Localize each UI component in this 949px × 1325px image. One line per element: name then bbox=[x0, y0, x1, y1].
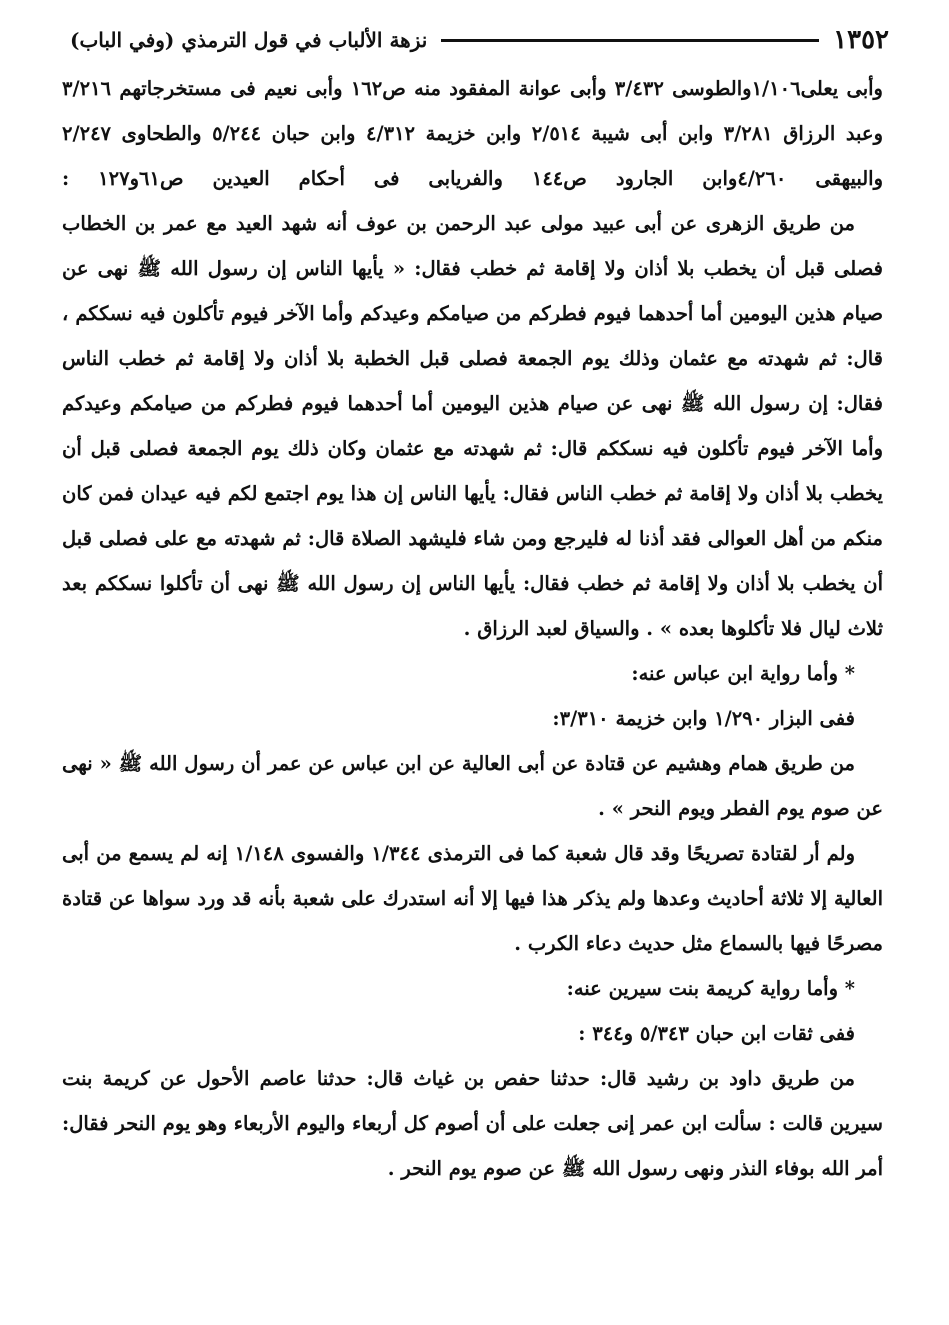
header-rule bbox=[441, 39, 819, 42]
hadith-paragraph: من طريق همام وهشيم عن قتادة عن أبى العالية عن ابن عباس عن عمر أن رسول الله ﷺ « نهى عن صوم يوم الفطر ويوم النحر » . bbox=[62, 752, 883, 820]
page-body bbox=[62, 66, 883, 1191]
commentary-paragraph: ولم أر لقتادة تصريحًا وقد قال شعبة كما فى الترمذى ١/٣٤٤ والفسوى ١/١٤٨ إنه لم يسمع من أبى العالية إلا ثلاثة أحاديث وعدها ولم يذكر هذا فيها إلا أنه استدرك على شعبة بأنه قد ورد سواها عن قتادة مصرحًا فيها بالسماع مثل حديث دعاء الكرب . bbox=[62, 842, 883, 955]
section-heading: * وأما رواية ابن عباس عنه: bbox=[631, 662, 855, 685]
section-heading: * وأما رواية كريمة بنت سيرين عنه: bbox=[566, 977, 855, 1000]
hadith-paragraph: من طريق الزهرى عن أبى عبيد مولى عبد الرحمن بن عوف أنه شهد العيد مع عمر بن الخطاب فصلى قبل أن يخطب بلا أذان ولا إقامة ثم خطب فقال: « يأيها الناس إن رسول الله ﷺ نهى عن صيام هذين اليومين أما أحدهما فيوم فطركم من صيامكم وعيدكم وأما الآخر فيوم تأكلون فيه نسككم ، قال: ثم شهدته مع عثمان وذلك يوم الجمعة فصلى قبل الخطبة بلا أذان ولا إقامة ثم خطب الناس فقال: إن رسول الله ﷺ نهى عن صيام هذين اليومين أما أحدهما فيوم فطركم من صيامكم وعيدكم وأما الآخر فيوم تأكلون فيه نسككم قال: ثم شهدته مع عثمان وكان ذلك يوم الجمعة فصلى قبل أن يخطب بلا أذان ولا إقامة ثم خطب الناس فقال: يأيها الناس إن هذا يوم اجتمع لكم فيه عيدان فمن كان منكم من أهل العوالى فقد أذنا له فليرجع ومن شاء فليشهد الصلاة قال: ثم شهدته مع على فصلى قبل أن يخطب بلا أذان ولا إقامة ثم خطب فقال: يأيها الناس إن رسول الله ﷺ نهى أن تأكلوا نسككم بعد ثلاث ليال فلا تأكلوها بعده » . والسياق لعبد الرزاق . bbox=[62, 212, 883, 640]
source-line: ففى البزار ١/٢٩٠ وابن خزيمة ٣/٣١٠: bbox=[552, 707, 855, 730]
page-number: ١٣٥٢ bbox=[833, 25, 889, 55]
page-header bbox=[70, 22, 889, 58]
running-title: نزهة الألباب في قول الترمذي (وفي الباب) bbox=[70, 28, 428, 52]
source-line: ففى ثقات ابن حبان ٥/٣٤٣ و٣٤٤ : bbox=[578, 1022, 855, 1045]
references-paragraph: وأبى يعلى١/١٠٦والطوسى ٣/٤٣٢ وأبى عوانة المفقود منه ص١٦٢ وأبى نعيم فى مستخرجاتهم ٣/٢١٦ وعبد الرزاق ٣/٢٨١ وابن أبى شيبة ٢/٥١٤ وابن خزيمة ٤/٣١٢ وابن حبان ٥/٢٤٤ والطحاوى ٢/٢٤٧ والبيهقى ٤/٢٦٠وابن الجارود ص١٤٤ والفريابى فى أحكام العيدين ص٦١و١٢٧ : bbox=[62, 77, 883, 190]
hadith-paragraph: من طريق داود بن رشيد قال: حدثنا حفص بن غياث قال: حدثنا عاصم الأحول عن كريمة بنت سيرين قالت : سألت ابن عمر إنى جعلت على أن أصوم كل أربعاء واليوم الأربعاء وهو يوم النحر فقال: أمر الله بوفاء النذر ونهى رسول الله ﷺ عن صوم يوم النحر . bbox=[62, 1067, 883, 1180]
